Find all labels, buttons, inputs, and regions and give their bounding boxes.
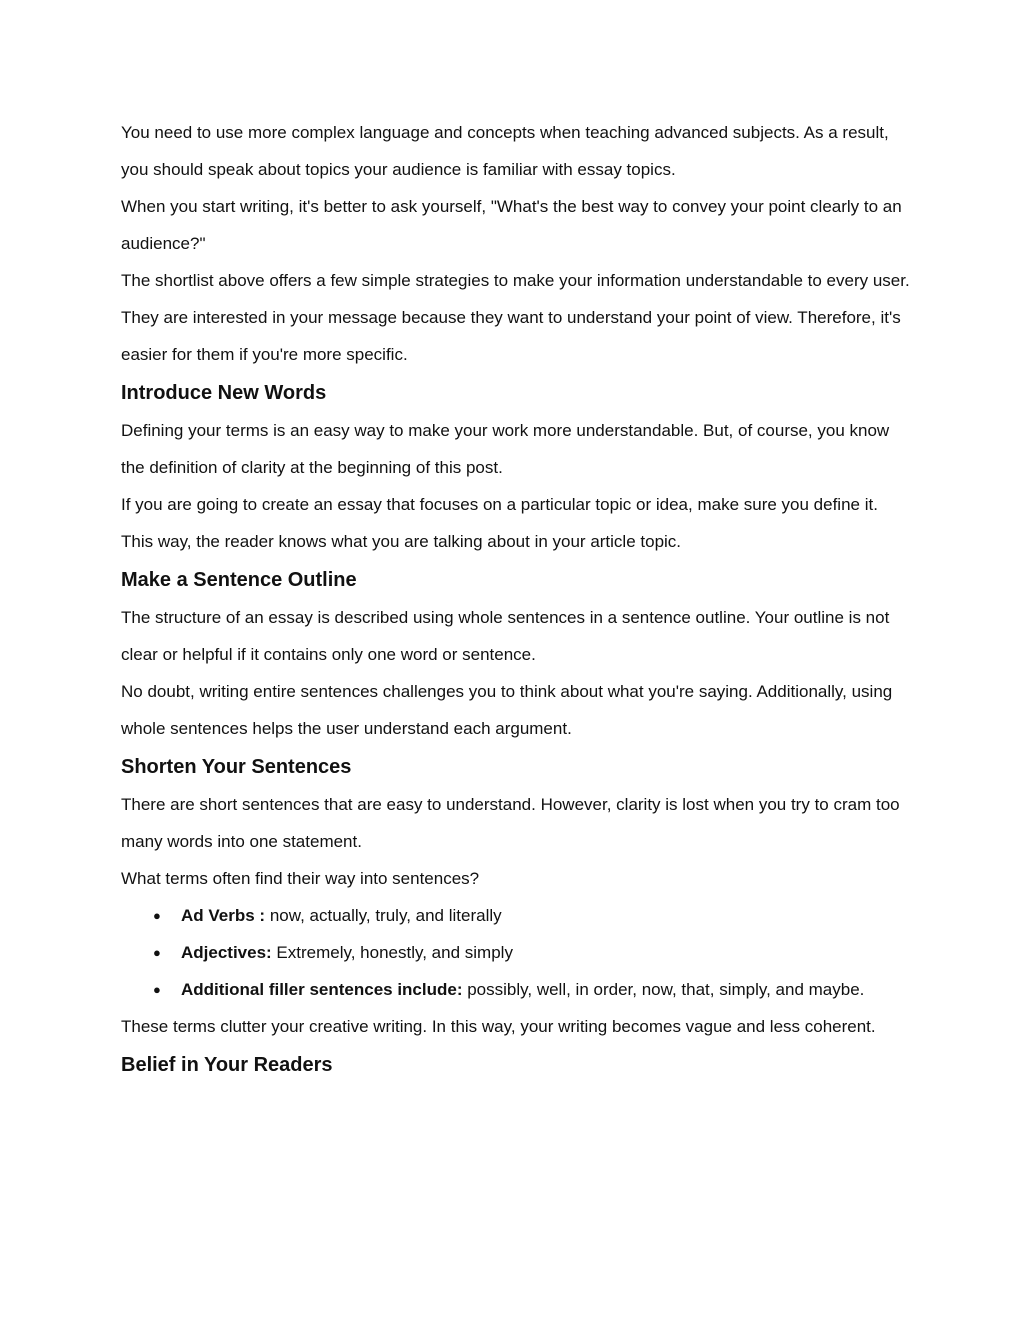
- new-words-paragraph-2: If you are going to create an essay that focuses on a particular topic or idea, make sure you define it. This way, the reader knows what you are talking about in your article topic.: [121, 495, 878, 551]
- shorten-paragraph-1: There are short sentences that are easy to understand. However, clarity is lost when you try to cram too many words into one statement.: [121, 795, 900, 851]
- bullet-dot-icon: ●: [153, 945, 161, 960]
- list-item-text: Extremely, honestly, and simply: [271, 943, 513, 962]
- list-item-text: possibly, well, in order, now, that, simply, and maybe.: [462, 980, 865, 999]
- outline-paragraph-2: No doubt, writing entire sentences challenges you to think about what you're saying. Additionally, using whole sentences helps the user understand each argument.: [121, 682, 893, 738]
- list-item-term: Additional filler sentences include:: [181, 980, 463, 999]
- heading-introduce-new-words: Introduce New Words: [121, 382, 327, 404]
- list-item: [153, 971, 914, 1008]
- intro-paragraph-2: When you start writing, it's better to ask yourself, "What's the best way to convey your point clearly to an audience?": [121, 197, 902, 253]
- filler-words-list: [121, 897, 914, 1008]
- shorten-closing-paragraph: These terms clutter your creative writing. In this way, your writing becomes vague and less coherent.: [121, 1017, 876, 1036]
- list-item-text: now, actually, truly, and literally: [265, 906, 502, 925]
- list-item-term: Ad Verbs :: [181, 906, 266, 925]
- outline-paragraph-1: The structure of an essay is described using whole sentences in a sentence outline. Your outline is not clear or helpful if it contains only one word or sentence.: [121, 608, 890, 664]
- new-words-paragraph-1: Defining your terms is an easy way to make your work more understandable. But, of course, you know the definition of clarity at the beginning of this post.: [121, 421, 890, 477]
- list-item: [153, 897, 914, 934]
- intro-paragraph-1: You need to use more complex language and concepts when teaching advanced subjects. As a result, you should speak about topics your audience is familiar with essay topics.: [121, 123, 889, 179]
- shorten-paragraph-2: What terms often find their way into sentences?: [121, 869, 480, 888]
- list-item: [153, 934, 914, 971]
- heading-shorten-sentences: Shorten Your Sentences: [121, 756, 352, 778]
- intro-paragraph-3: The shortlist above offers a few simple strategies to make your information understandable to every user. They are interested in your message because they want to understand your point of view. Therefore, it's easier for them if you're more specific.: [121, 271, 910, 364]
- bullet-dot-icon: ●: [153, 908, 161, 923]
- bullet-dot-icon: ●: [153, 982, 161, 997]
- heading-belief-readers: Belief in Your Readers: [121, 1054, 333, 1076]
- list-item-term: Adjectives:: [181, 943, 272, 962]
- heading-sentence-outline: Make a Sentence Outline: [121, 569, 357, 591]
